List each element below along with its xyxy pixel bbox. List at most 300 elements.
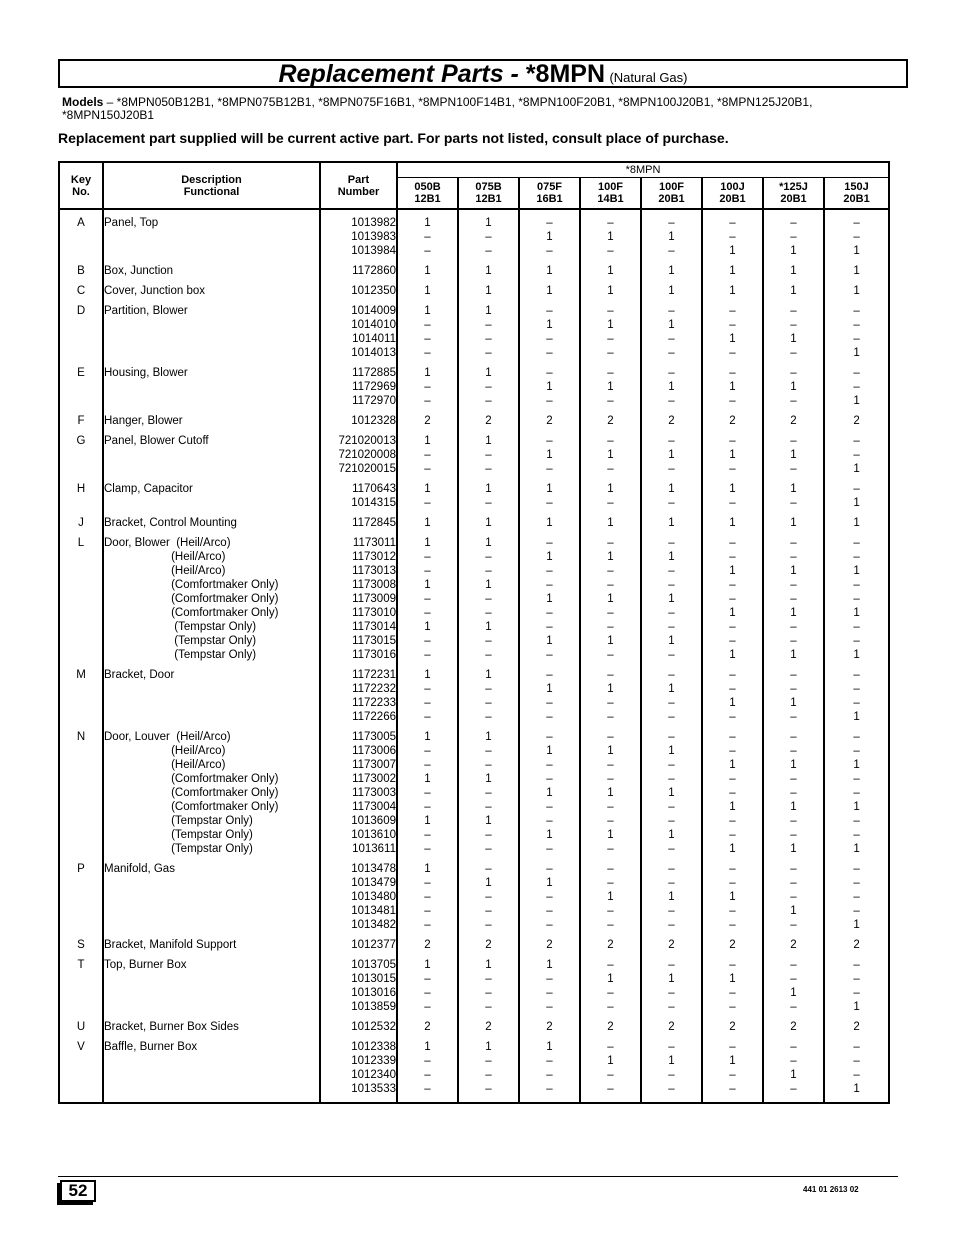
part-number-cell: 721020013	[320, 434, 397, 448]
description-cell: Door, Blower (Heil/Arco)	[103, 536, 320, 550]
quantity-cell: –	[458, 696, 519, 710]
quantity-cell: –	[763, 578, 824, 592]
quantity-cell: 1	[763, 986, 824, 1000]
key-cell	[59, 758, 103, 772]
key-cell	[59, 842, 103, 856]
quantity-cell: 1	[702, 758, 763, 772]
quantity-cell: 1	[702, 332, 763, 346]
quantity-cell: –	[458, 1054, 519, 1068]
quantity-cell: –	[580, 394, 641, 408]
quantity-cell: 1	[397, 516, 458, 530]
table-row	[59, 682, 889, 696]
quantity-cell: –	[763, 346, 824, 360]
quantity-cell: 1	[458, 366, 519, 380]
quantity-cell: –	[519, 918, 580, 932]
part-number-cell: 1173016	[320, 648, 397, 662]
page-title	[58, 59, 908, 88]
quantity-cell: –	[397, 972, 458, 986]
header-row-top	[59, 162, 889, 178]
quantity-cell: –	[824, 786, 889, 800]
quantity-cell: –	[824, 986, 889, 1000]
quantity-cell: 1	[641, 1054, 702, 1068]
quantity-cell: 1	[824, 394, 889, 408]
key-cell: U	[76, 1021, 86, 1033]
quantity-cell: 1	[641, 592, 702, 606]
quantity-cell: 2	[458, 1020, 519, 1034]
quantity-cell: –	[580, 1068, 641, 1082]
description-cell	[103, 1068, 320, 1082]
key-cell	[59, 918, 103, 932]
quantity-cell: –	[458, 592, 519, 606]
part-number-cell: 1172860	[320, 264, 397, 278]
quantity-cell: –	[397, 842, 458, 856]
quantity-cell: –	[641, 800, 702, 814]
key-cell	[59, 696, 103, 710]
key-cell	[59, 682, 103, 696]
quantity-cell: 1	[641, 972, 702, 986]
quantity-cell: –	[763, 230, 824, 244]
key-cell: P	[77, 863, 85, 875]
quantity-cell: –	[580, 730, 641, 744]
quantity-cell: 1	[641, 890, 702, 904]
quantity-cell: –	[519, 710, 580, 724]
quantity-cell: 1	[702, 380, 763, 394]
quantity-cell: –	[519, 890, 580, 904]
description-cell	[103, 318, 320, 332]
part-number-cell: 1172969	[320, 380, 397, 394]
key-cell: M	[76, 669, 86, 681]
quantity-cell: 1	[580, 380, 641, 394]
part-number-cell: 1014013	[320, 346, 397, 360]
quantity-cell: –	[702, 634, 763, 648]
quantity-cell: –	[702, 216, 763, 230]
parts-table	[58, 161, 890, 1104]
table-row	[59, 216, 889, 230]
quantity-cell: 1	[519, 264, 580, 278]
quantity-cell: –	[824, 620, 889, 634]
part-number-cell: 1173005	[320, 730, 397, 744]
quantity-cell: 1	[763, 516, 824, 530]
quantity-cell: –	[641, 918, 702, 932]
key-cell	[59, 634, 103, 648]
quantity-cell: –	[763, 730, 824, 744]
quantity-cell: 1	[519, 958, 580, 972]
quantity-cell: –	[397, 1054, 458, 1068]
quantity-cell: 1	[763, 648, 824, 662]
quantity-cell: 1	[824, 918, 889, 932]
quantity-cell: –	[702, 346, 763, 360]
quantity-cell: 2	[519, 938, 580, 952]
quantity-cell: –	[641, 462, 702, 476]
quantity-cell: 1	[763, 380, 824, 394]
quantity-cell: –	[702, 1000, 763, 1014]
quantity-cell: 1	[702, 606, 763, 620]
quantity-cell: –	[763, 434, 824, 448]
quantity-cell: –	[519, 1082, 580, 1096]
quantity-cell: 2	[458, 414, 519, 428]
quantity-cell: 1	[580, 230, 641, 244]
quantity-cell: –	[458, 918, 519, 932]
quantity-cell: –	[641, 710, 702, 724]
quantity-cell: 2	[641, 414, 702, 428]
quantity-cell: 2	[702, 1020, 763, 1034]
table-row	[59, 958, 889, 972]
description-cell: Box, Junction	[103, 264, 320, 278]
part-number-cell: 1013984	[320, 244, 397, 258]
quantity-cell: 1	[397, 482, 458, 496]
quantity-cell: –	[641, 1040, 702, 1054]
quantity-cell: –	[763, 550, 824, 564]
quantity-cell: –	[763, 814, 824, 828]
description-cell: Top, Burner Box	[103, 958, 320, 972]
quantity-cell: –	[397, 876, 458, 890]
quantity-cell: 1	[519, 448, 580, 462]
description-cell: (Tempstar Only)	[103, 620, 320, 634]
quantity-cell: 1	[458, 482, 519, 496]
quantity-cell: –	[763, 1040, 824, 1054]
quantity-cell: –	[580, 842, 641, 856]
quantity-cell: –	[458, 744, 519, 758]
key-cell	[59, 244, 103, 258]
quantity-cell: –	[702, 918, 763, 932]
quantity-cell: 1	[519, 380, 580, 394]
quantity-cell: –	[397, 918, 458, 932]
quantity-cell: –	[519, 620, 580, 634]
quantity-cell: 1	[641, 284, 702, 298]
part-number-cell: 1013480	[320, 890, 397, 904]
quantity-cell: –	[519, 606, 580, 620]
quantity-cell: –	[763, 710, 824, 724]
quantity-cell: –	[397, 606, 458, 620]
quantity-cell: –	[641, 216, 702, 230]
description-cell	[103, 918, 320, 932]
quantity-cell: 1	[641, 786, 702, 800]
quantity-cell: –	[580, 1000, 641, 1014]
quantity-cell: 2	[397, 414, 458, 428]
table-row	[59, 744, 889, 758]
key-cell	[59, 890, 103, 904]
part-number-cell: 1173009	[320, 592, 397, 606]
quantity-cell: –	[641, 620, 702, 634]
quantity-cell: –	[458, 986, 519, 1000]
quantity-cell: –	[580, 814, 641, 828]
table-row	[59, 938, 889, 952]
description-cell: Door, Louver (Heil/Arco)	[103, 730, 320, 744]
quantity-cell: –	[824, 1068, 889, 1082]
table-row	[59, 1040, 889, 1054]
quantity-cell: –	[458, 758, 519, 772]
table-row	[59, 1020, 889, 1034]
table-row	[59, 366, 889, 380]
quantity-cell: –	[763, 958, 824, 972]
key-cell	[59, 1000, 103, 1014]
key-cell	[59, 814, 103, 828]
table-row	[59, 876, 889, 890]
quantity-cell: –	[702, 1040, 763, 1054]
quantity-cell: –	[458, 634, 519, 648]
description-cell	[103, 380, 320, 394]
quantity-cell: –	[763, 682, 824, 696]
key-cell: T	[77, 959, 85, 971]
quantity-cell: 1	[824, 284, 889, 298]
quantity-cell: –	[397, 828, 458, 842]
quantity-cell: –	[641, 1000, 702, 1014]
quantity-cell: 1	[458, 284, 519, 298]
quantity-cell: 1	[641, 230, 702, 244]
quantity-cell: –	[702, 230, 763, 244]
quantity-cell: 1	[763, 696, 824, 710]
table-row	[59, 904, 889, 918]
quantity-cell: –	[519, 366, 580, 380]
quantity-cell: 1	[519, 284, 580, 298]
description-cell: (Comfortmaker Only)	[103, 592, 320, 606]
quantity-cell: 2	[763, 1020, 824, 1034]
part-number-cell: 1013482	[320, 918, 397, 932]
quantity-cell: –	[519, 986, 580, 1000]
part-number-cell: 1012350	[320, 284, 397, 298]
key-cell: G	[76, 435, 86, 447]
quantity-cell: 1	[458, 958, 519, 972]
quantity-cell: –	[641, 564, 702, 578]
quantity-cell: –	[397, 904, 458, 918]
quantity-cell: 1	[519, 682, 580, 696]
quantity-cell: –	[641, 842, 702, 856]
quantity-cell: –	[580, 304, 641, 318]
part-number-cell: 1013015	[320, 972, 397, 986]
quantity-cell: 1	[702, 448, 763, 462]
table-row	[59, 516, 889, 530]
quantity-cell: –	[397, 346, 458, 360]
quantity-cell: –	[519, 462, 580, 476]
quantity-cell: 1	[458, 814, 519, 828]
quantity-cell: –	[580, 496, 641, 510]
table-row	[59, 634, 889, 648]
quantity-cell: –	[397, 318, 458, 332]
description-cell: Bracket, Burner Box Sides	[103, 1020, 320, 1034]
part-number-cell: 1014011	[320, 332, 397, 346]
table-row	[59, 346, 889, 360]
description-cell	[103, 346, 320, 360]
quantity-cell: 1	[763, 284, 824, 298]
table-row	[59, 862, 889, 876]
quantity-cell: –	[519, 536, 580, 550]
quantity-cell: 1	[702, 482, 763, 496]
quantity-cell: –	[458, 394, 519, 408]
table-row	[59, 244, 889, 258]
quantity-cell: –	[763, 772, 824, 786]
key-cell	[59, 448, 103, 462]
part-number-cell: 1173008	[320, 578, 397, 592]
description-cell: (Comfortmaker Only)	[103, 800, 320, 814]
quantity-cell: –	[519, 496, 580, 510]
quantity-cell: 2	[824, 1020, 889, 1034]
quantity-cell: –	[397, 1068, 458, 1082]
quantity-cell: –	[519, 696, 580, 710]
quantity-cell: –	[458, 230, 519, 244]
part-number-cell: 1173006	[320, 744, 397, 758]
key-cell	[59, 318, 103, 332]
quantity-cell: –	[702, 1068, 763, 1082]
quantity-cell: 1	[824, 346, 889, 360]
quantity-cell: –	[397, 1000, 458, 1014]
description-cell: (Comfortmaker Only)	[103, 606, 320, 620]
quantity-cell: 1	[824, 496, 889, 510]
quantity-cell: 2	[702, 938, 763, 952]
key-cell: H	[76, 483, 86, 495]
part-number-cell: 1172233	[320, 696, 397, 710]
key-cell	[59, 230, 103, 244]
quantity-cell: –	[458, 890, 519, 904]
quantity-cell: –	[397, 710, 458, 724]
quantity-cell: 1	[519, 516, 580, 530]
quantity-cell: 2	[519, 414, 580, 428]
table-row	[59, 786, 889, 800]
key-cell	[59, 550, 103, 564]
quantity-cell: –	[824, 332, 889, 346]
part-number-cell: 1173015	[320, 634, 397, 648]
quantity-cell: –	[458, 786, 519, 800]
quantity-cell: –	[824, 730, 889, 744]
description-cell	[103, 710, 320, 724]
part-number-cell: 1172970	[320, 394, 397, 408]
quantity-cell: 2	[397, 938, 458, 952]
quantity-cell: –	[763, 304, 824, 318]
description-cell	[103, 462, 320, 476]
quantity-cell: 1	[458, 304, 519, 318]
quantity-cell: –	[519, 648, 580, 662]
key-cell: C	[76, 285, 86, 297]
quantity-cell: –	[702, 620, 763, 634]
quantity-cell: –	[641, 958, 702, 972]
quantity-cell: –	[641, 814, 702, 828]
part-number-cell: 1173007	[320, 758, 397, 772]
quantity-cell: 1	[641, 744, 702, 758]
quantity-cell: –	[702, 986, 763, 1000]
quantity-cell: –	[763, 592, 824, 606]
quantity-cell: –	[519, 904, 580, 918]
quantity-cell: –	[763, 890, 824, 904]
description-cell: Housing, Blower	[103, 366, 320, 380]
title-fuel: (Natural Gas)	[609, 70, 688, 85]
quantity-cell: 1	[641, 682, 702, 696]
quantity-cell: 1	[519, 634, 580, 648]
quantity-cell: 1	[580, 550, 641, 564]
title-main: Replacement Parts -	[278, 60, 526, 88]
table-row	[59, 918, 889, 932]
quantity-cell: 1	[702, 800, 763, 814]
part-number-cell: 1014010	[320, 318, 397, 332]
quantity-cell: 1	[397, 264, 458, 278]
quantity-cell: –	[763, 876, 824, 890]
quantity-cell: –	[763, 1082, 824, 1096]
page-number: 52	[60, 1180, 96, 1202]
part-number-cell: 1172845	[320, 516, 397, 530]
quantity-cell: 1	[702, 244, 763, 258]
key-cell	[59, 496, 103, 510]
model-column-header: 075B 12B1	[458, 178, 519, 210]
quantity-cell: –	[580, 1040, 641, 1054]
quantity-cell: 1	[397, 366, 458, 380]
quantity-cell: 2	[397, 1020, 458, 1034]
description-cell	[103, 1054, 320, 1068]
table-row	[59, 482, 889, 496]
key-cell	[59, 564, 103, 578]
table-row	[59, 550, 889, 564]
quantity-cell: 1	[519, 1040, 580, 1054]
quantity-cell: –	[458, 462, 519, 476]
quantity-cell: –	[641, 304, 702, 318]
part-number-cell: 1014009	[320, 304, 397, 318]
quantity-cell: –	[763, 1000, 824, 1014]
quantity-cell: –	[641, 366, 702, 380]
part-number-cell: 1170643	[320, 482, 397, 496]
quantity-cell: 1	[397, 578, 458, 592]
key-cell: F	[77, 415, 85, 427]
quantity-cell: –	[580, 648, 641, 662]
quantity-cell: 1	[458, 1040, 519, 1054]
quantity-cell: –	[763, 536, 824, 550]
part-number-cell: 1013481	[320, 904, 397, 918]
quantity-cell: –	[397, 380, 458, 394]
model-column-header: 100F 14B1	[580, 178, 641, 210]
quantity-cell: 1	[702, 264, 763, 278]
model-column-header: 100F 20B1	[641, 178, 702, 210]
quantity-cell: 1	[702, 564, 763, 578]
description-cell: Panel, Blower Cutoff	[103, 434, 320, 448]
quantity-cell: 2	[702, 414, 763, 428]
table-row	[59, 394, 889, 408]
part-number-cell: 1173013	[320, 564, 397, 578]
key-cell	[59, 876, 103, 890]
table-row	[59, 828, 889, 842]
quantity-cell: –	[458, 606, 519, 620]
quantity-cell: –	[763, 1054, 824, 1068]
quantity-cell: 1	[397, 772, 458, 786]
quantity-cell: –	[580, 578, 641, 592]
quantity-cell: –	[702, 876, 763, 890]
quantity-cell: –	[824, 682, 889, 696]
quantity-cell: 2	[641, 938, 702, 952]
table-row	[59, 1000, 889, 1014]
quantity-cell: –	[519, 1068, 580, 1082]
model-column-header: 100J 20B1	[702, 178, 763, 210]
quantity-cell: –	[763, 862, 824, 876]
quantity-cell: –	[763, 496, 824, 510]
description-cell: (Tempstar Only)	[103, 828, 320, 842]
quantity-cell: –	[458, 1068, 519, 1082]
quantity-cell: –	[641, 536, 702, 550]
quantity-cell: –	[458, 682, 519, 696]
key-cell	[59, 620, 103, 634]
quantity-cell: 1	[763, 448, 824, 462]
part-number-cell: 1013705	[320, 958, 397, 972]
quantity-cell: 1	[397, 958, 458, 972]
quantity-cell: –	[824, 828, 889, 842]
quantity-cell: –	[519, 244, 580, 258]
quantity-cell: –	[824, 366, 889, 380]
quantity-cell: –	[824, 772, 889, 786]
quantity-cell: –	[824, 230, 889, 244]
table-row	[59, 284, 889, 298]
quantity-cell: –	[763, 216, 824, 230]
description-cell	[103, 876, 320, 890]
quantity-cell: –	[397, 592, 458, 606]
quantity-cell: 1	[458, 578, 519, 592]
table-row	[59, 800, 889, 814]
description-cell: (Tempstar Only)	[103, 814, 320, 828]
quantity-cell: 2	[519, 1020, 580, 1034]
quantity-cell: –	[702, 434, 763, 448]
